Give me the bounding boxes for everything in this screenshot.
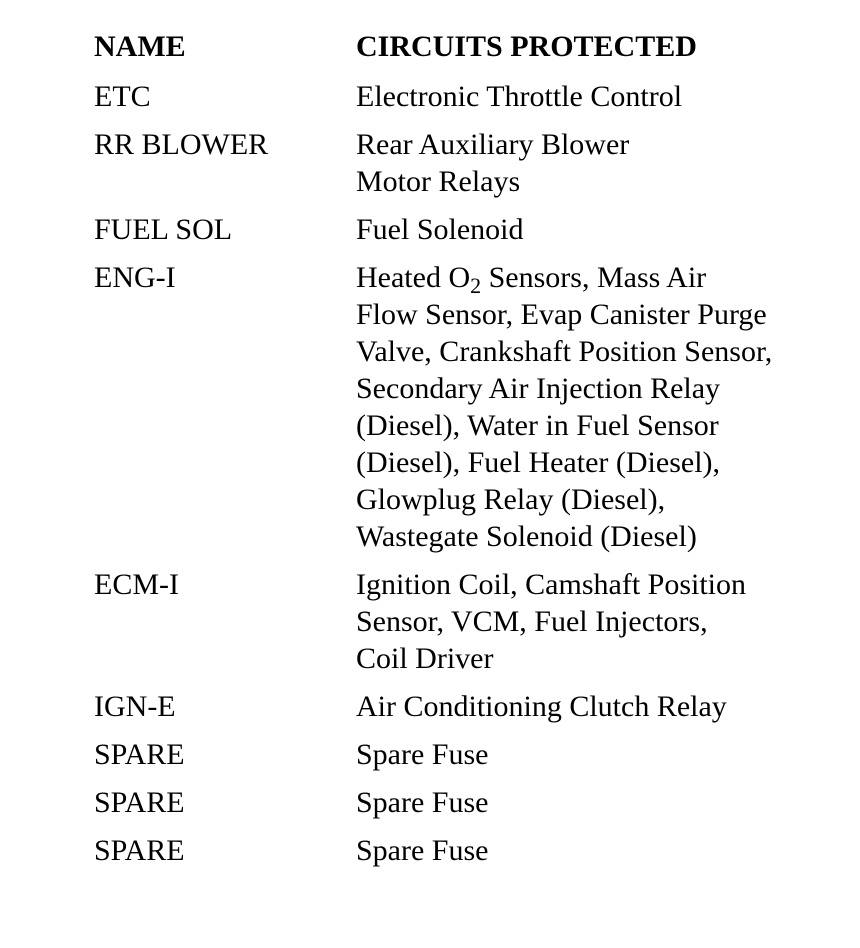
circuits-protected [356, 78, 834, 115]
circuit-line: Spare Fuse [356, 834, 489, 867]
circuit-line: Flow Sensor, Evap Canister Purge [356, 298, 767, 331]
table-row [94, 784, 834, 821]
fuse-table [94, 28, 834, 880]
circuit-line: Spare Fuse [356, 738, 489, 771]
circuits-protected [356, 259, 834, 555]
circuits-protected [356, 566, 834, 677]
table-row [94, 566, 834, 677]
circuit-line: Electronic Throttle Control [356, 80, 683, 113]
table-header-row [94, 28, 834, 65]
table-row [94, 126, 834, 200]
circuits-protected [356, 832, 834, 869]
fuse-name: IGN-E [94, 690, 176, 723]
circuit-line: Valve, Crankshaft Position Sensor, [356, 335, 773, 368]
table-row [94, 736, 834, 773]
circuit-line: Air Conditioning Clutch Relay [356, 690, 727, 723]
table-row [94, 832, 834, 869]
circuit-line: Secondary Air Injection Relay [356, 372, 721, 405]
circuit-line: Coil Driver [356, 642, 494, 675]
circuit-line: (Diesel), Fuel Heater (Diesel), [356, 446, 721, 479]
circuit-line: Rear Auxiliary Blower [356, 128, 630, 161]
circuits-protected [356, 688, 834, 725]
circuit-text-prefix: Heated O [356, 261, 471, 294]
circuits-protected [356, 784, 834, 821]
table-row [94, 259, 834, 555]
circuit-line [356, 259, 834, 296]
fuse-name: RR BLOWER [94, 128, 269, 161]
fuse-name: ENG-I [94, 261, 176, 294]
circuit-line: Fuel Solenoid [356, 213, 524, 246]
circuit-line: Ignition Coil, Camshaft Position [356, 568, 747, 601]
subscript-2: 2 [470, 273, 482, 298]
circuit-text-suffix: Sensors, Mass Air [481, 261, 707, 294]
fuse-name: SPARE [94, 738, 185, 771]
table-row [94, 211, 834, 248]
fuse-name: ETC [94, 80, 151, 113]
circuit-line: Glowplug Relay (Diesel), [356, 483, 666, 516]
circuit-line: (Diesel), Water in Fuel Sensor [356, 409, 719, 442]
circuit-line: Wastegate Solenoid (Diesel) [356, 520, 697, 553]
fuse-name: ECM-I [94, 568, 179, 601]
fuse-name: FUEL SOL [94, 213, 233, 246]
table-row [94, 78, 834, 115]
circuits-protected [356, 126, 834, 200]
table-row [94, 688, 834, 725]
circuits-column-header: CIRCUITS PROTECTED [356, 30, 697, 63]
circuit-line: Motor Relays [356, 165, 521, 198]
circuit-line: Spare Fuse [356, 786, 489, 819]
circuits-protected [356, 736, 834, 773]
fuse-name: SPARE [94, 834, 185, 867]
circuits-protected [356, 211, 834, 248]
fuse-name: SPARE [94, 786, 185, 819]
name-column-header: NAME [94, 30, 186, 63]
circuit-line: Sensor, VCM, Fuel Injectors, [356, 605, 708, 638]
